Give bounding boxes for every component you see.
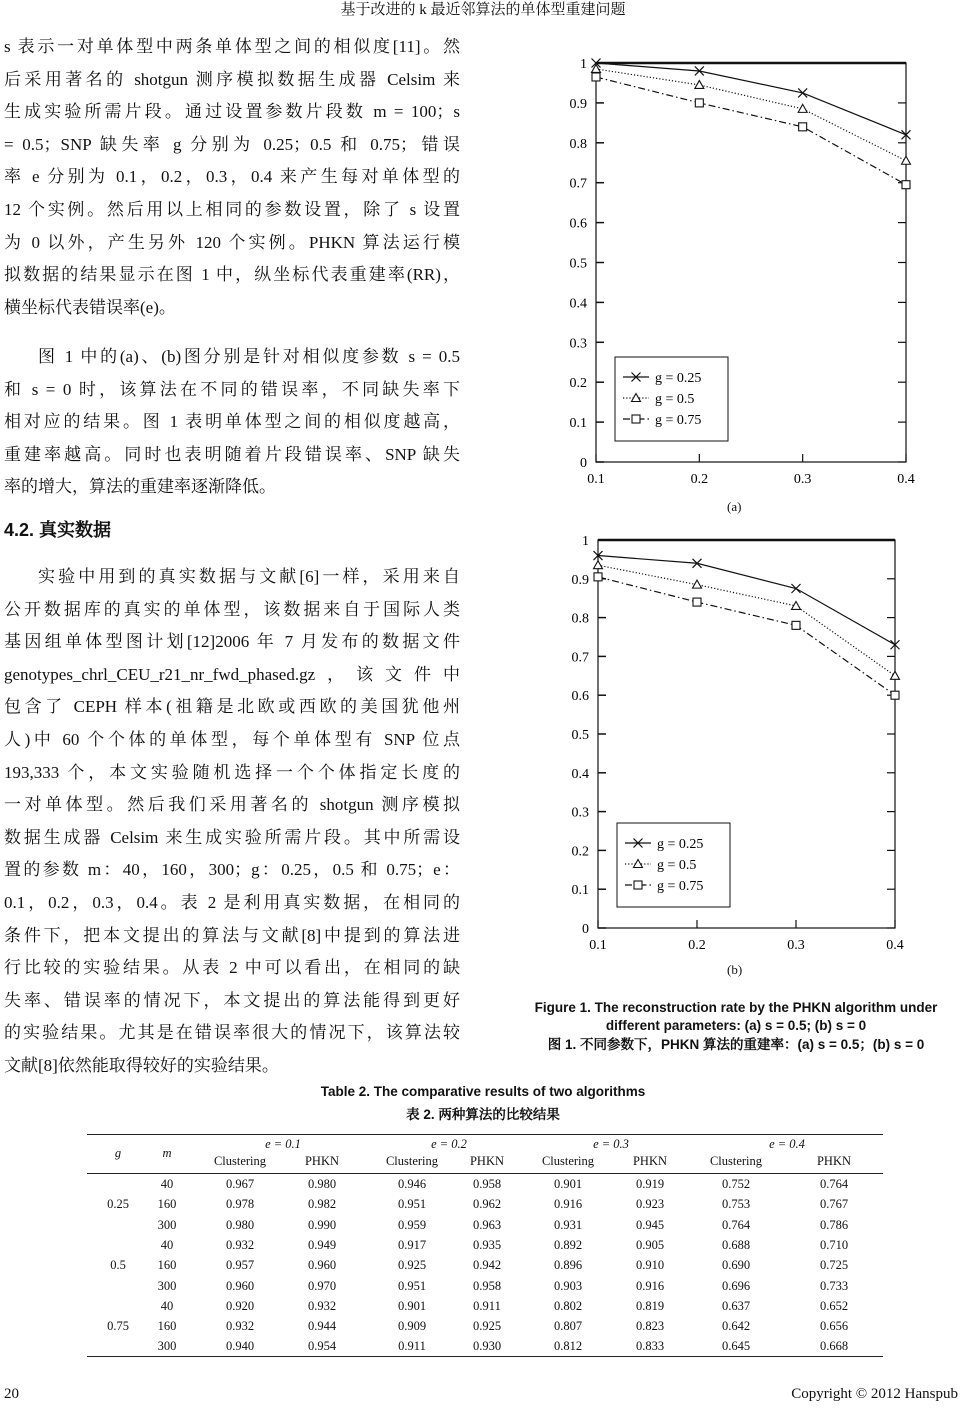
y-tick-label: 0.1 (569, 416, 587, 432)
chart-a (540, 50, 930, 490)
series-line (598, 577, 895, 695)
legend-label: g = 0.5 (657, 858, 697, 873)
cell-value: 0.925 (472, 1319, 502, 1334)
cell-value: 0.733 (819, 1278, 849, 1293)
cell-value: 0.935 (472, 1237, 502, 1252)
copyright: Copyright © 2012 Hanspub (791, 1386, 958, 1402)
text-line: 相对应的结果。图 1 表明单体型之间的相似度越高， (4, 412, 460, 432)
comparison-table (87, 1134, 883, 1358)
data-point (902, 181, 910, 189)
table-title-zh: 表 2. 两种算法的比较结果 (406, 1107, 560, 1122)
header-m: m (162, 1146, 172, 1160)
header-phkn: PHKN (469, 1154, 505, 1168)
cell-value: 0.932 (307, 1298, 337, 1313)
text-line: s 表示一对单体型中两条单体型之间的相似度[11]。然 (4, 37, 460, 56)
cell-value: 0.919 (635, 1177, 665, 1191)
cell-value: 0.688 (721, 1237, 751, 1252)
legend-label: g = 0.5 (655, 392, 695, 407)
error-group-header: e = 0.1 (265, 1137, 301, 1151)
series-square (592, 73, 910, 189)
series-square (594, 573, 899, 699)
legend-label: g = 0.25 (657, 837, 704, 852)
cell-value: 0.903 (553, 1278, 583, 1293)
cell-g: 0.5 (110, 1258, 126, 1273)
data-point (693, 598, 701, 606)
data-point (594, 561, 603, 569)
cell-value: 0.905 (635, 1237, 665, 1252)
series-line (598, 565, 895, 676)
header-g: g (114, 1146, 122, 1160)
cell-value: 0.944 (307, 1319, 337, 1334)
chart-b (540, 528, 930, 958)
text-line: 数据生成器 Celsim 来生成实验所需片段。其中所需设 (4, 827, 460, 847)
legend (615, 357, 728, 441)
cell-value: 0.916 (553, 1197, 583, 1212)
y-tick-label: 0.8 (569, 136, 587, 152)
text-line: 包含了 CEPH 样本(祖籍是北欧或西欧的美国犹他州 (4, 697, 460, 717)
data-point (902, 156, 911, 164)
header-phkn: PHKN (816, 1154, 852, 1168)
cell-value: 0.916 (635, 1278, 665, 1293)
y-tick-label: 0.4 (569, 296, 587, 312)
cell-m: 40 (160, 1298, 174, 1313)
table-bottom-rule (87, 1356, 883, 1357)
x-tick-label: 0.1 (589, 938, 607, 953)
y-tick-label: 0.7 (571, 650, 589, 666)
cell-value: 0.690 (721, 1258, 751, 1273)
cell-value: 0.807 (553, 1319, 583, 1334)
data-point (592, 73, 600, 81)
data-point (798, 104, 807, 112)
header-clustering: Clustering (541, 1154, 595, 1168)
cell-value: 0.753 (721, 1197, 751, 1212)
cell-value: 0.958 (472, 1177, 502, 1191)
y-tick-label: 0.9 (571, 572, 589, 588)
cell-value: 0.656 (819, 1319, 849, 1334)
page-number: 20 (4, 1386, 19, 1402)
legend-label: g = 0.75 (655, 413, 702, 428)
y-tick-label: 0.4 (571, 766, 589, 782)
cell-value: 0.917 (397, 1237, 427, 1252)
text-line: 基因组单体型图计划[12]2006 年 7 月发布的数据文件 (4, 632, 460, 652)
cell-value: 0.896 (553, 1258, 583, 1273)
y-tick-label: 0.6 (571, 689, 589, 705)
series-line (598, 556, 895, 645)
cell-value: 0.901 (553, 1177, 583, 1191)
y-tick-label: 0.6 (569, 216, 587, 232)
text-line: 12 个实例。然后用以上相同的参数设置，除了 s 设置 (4, 199, 460, 219)
text-line: 率的增大，算法的重建率逐渐降低。 (4, 477, 276, 497)
legend-marker (632, 415, 640, 423)
text-line: 为 0 以外，产生另外 120 个实例。PHKN 算法运行模 (4, 232, 460, 252)
cell-value: 0.901 (397, 1298, 427, 1313)
data-point (693, 580, 702, 588)
cell-value: 0.930 (472, 1339, 502, 1354)
x-tick-label: 0.3 (787, 938, 805, 953)
cell-value: 0.980 (307, 1177, 337, 1191)
y-tick-label: 0.3 (571, 805, 589, 821)
x-tick-label: 0.1 (587, 472, 605, 487)
cell-value: 0.932 (225, 1319, 255, 1334)
y-tick-label: 0.2 (569, 376, 587, 392)
paragraph-figure-discussion (4, 341, 460, 504)
cell-m: 40 (160, 1177, 174, 1191)
cell-value: 0.812 (553, 1339, 583, 1354)
cell-value: 0.942 (472, 1258, 502, 1273)
cell-value: 0.959 (397, 1217, 427, 1232)
text-line: 重建率越高。同时也表明随着片段错误率、SNP 缺失 (4, 444, 460, 464)
legend-label: g = 0.25 (655, 371, 702, 386)
text-line: 拟数据的结果显示在图 1 中，纵坐标代表重建率(RR)， (4, 265, 460, 285)
series-x (594, 551, 900, 649)
cell-value: 0.962 (472, 1197, 502, 1212)
figure-caption-zh: 图 1. 不同参数下，PHKN 算法的重建率：(a) s = 0.5；(b) s = 0 (547, 1037, 925, 1052)
cell-value: 0.932 (225, 1237, 255, 1252)
table-header-rule (87, 1173, 883, 1174)
cell-m: 160 (157, 1319, 177, 1334)
text-line: 0.1，0.2，0.3，0.4。表 2 是利用真实数据，在相同的 (4, 892, 460, 912)
cell-value: 0.923 (635, 1197, 665, 1212)
cell-value: 0.911 (473, 1298, 501, 1313)
paragraph-real-data (4, 561, 460, 1083)
cell-m: 40 (160, 1237, 174, 1252)
cell-value: 0.954 (307, 1339, 337, 1354)
series-line (596, 77, 906, 185)
cell-value: 0.960 (307, 1258, 337, 1273)
error-group-header: e = 0.2 (431, 1137, 467, 1151)
y-tick-label: 0.9 (569, 96, 587, 112)
text-line: 193,333 个，本文实验随机选择一个个体指定长度的 (4, 762, 460, 782)
section-heading: 4.2. 真实数据 (4, 520, 112, 540)
figure-caption-en-1: Figure 1. The reconstruction rate by the PHKN algorithm under (534, 1000, 938, 1015)
cell-g: 0.25 (107, 1197, 129, 1212)
y-tick-label: 0.5 (569, 256, 587, 272)
text-line: 后采用著名的 shotgun 测序模拟数据生成器 Celsim 来 (4, 69, 460, 89)
text-line: 的实验结果。尤其是在错误率很大的情况下，该算法较 (4, 1023, 460, 1043)
data-point (792, 584, 801, 593)
text-line: = 0.5；SNP 缺失率 g 分别为 0.25；0.5 和 0.75；错误 (4, 134, 460, 154)
y-tick-label: 0.5 (571, 728, 589, 743)
data-point (792, 621, 800, 629)
y-tick-label: 0.8 (571, 611, 589, 627)
series-triangle (592, 64, 911, 164)
cell-value: 0.725 (819, 1258, 849, 1273)
cell-value: 0.960 (225, 1278, 255, 1293)
text-line: 条件下，把本文提出的算法与文献[8]中提到的算法进 (4, 925, 460, 945)
header-phkn: PHKN (632, 1154, 668, 1168)
text-line: 和 s = 0 时，该算法在不同的错误率，不同缺失率下 (4, 379, 460, 399)
text-line: 公开数据库的真实的单体型，该数据来自于国际人类 (4, 599, 460, 619)
cell-value: 0.652 (819, 1298, 849, 1313)
cell-value: 0.940 (225, 1339, 255, 1354)
cell-value: 0.946 (397, 1177, 427, 1191)
series-triangle (594, 561, 900, 680)
y-tick-label: 0.7 (569, 176, 587, 192)
cell-value: 0.945 (635, 1217, 665, 1232)
x-tick-label: 0.4 (897, 472, 915, 487)
y-tick-label: 0 (582, 922, 589, 937)
legend-label: g = 0.75 (657, 879, 704, 894)
cell-m: 160 (157, 1197, 177, 1212)
error-group-header: e = 0.3 (593, 1137, 629, 1151)
cell-value: 0.963 (472, 1217, 502, 1232)
cell-value: 0.970 (307, 1278, 337, 1293)
legend-marker (634, 881, 642, 889)
cell-value: 0.990 (307, 1217, 337, 1232)
cell-value: 0.978 (225, 1197, 255, 1212)
panel-label-a: (a) (727, 499, 742, 514)
cell-value: 0.951 (397, 1278, 427, 1293)
cell-value: 0.645 (721, 1339, 751, 1354)
y-tick-label: 0.3 (569, 336, 587, 352)
cell-value: 0.823 (635, 1319, 665, 1334)
cell-m: 300 (157, 1339, 177, 1354)
data-point (798, 88, 807, 97)
text-line: genotypes_chrl_CEU_r21_nr_fwd_phased.gz，该文件中 (4, 664, 460, 684)
x-tick-label: 0.2 (688, 938, 706, 953)
cell-value: 0.764 (819, 1177, 849, 1191)
cell-value: 0.819 (635, 1298, 665, 1313)
data-point (799, 123, 807, 131)
table-title-en: Table 2. The comparative results of two algorithms (320, 1084, 646, 1099)
text-line: 文献[8]依然能取得较好的实验结果。 (4, 1055, 279, 1075)
x-tick-label: 0.2 (690, 472, 709, 487)
y-tick-label: 0 (580, 456, 587, 471)
header-clustering: Clustering (709, 1154, 763, 1168)
cell-value: 0.920 (225, 1298, 255, 1313)
running-head: 基于改进的 k 最近邻算法的单体型重建问题 (340, 2, 626, 18)
cell-g: 0.75 (107, 1319, 129, 1334)
cell-value: 0.764 (721, 1217, 751, 1232)
cell-value: 0.892 (553, 1237, 583, 1252)
panel-label-b: (b) (727, 962, 743, 977)
table-top-rule (87, 1134, 883, 1135)
cell-value: 0.931 (553, 1217, 583, 1232)
cell-value: 0.967 (225, 1177, 255, 1191)
cell-value: 0.696 (721, 1278, 751, 1293)
cell-value: 0.980 (225, 1217, 255, 1232)
figure-caption-en-2: different parameters: (a) s = 0.5; (b) s = 0 (605, 1018, 867, 1033)
cell-value: 0.910 (635, 1258, 665, 1273)
text-line: 人)中 60 个个体的单体型，每个单体型有 SNP 位点 (4, 729, 460, 749)
cell-value: 0.982 (307, 1197, 337, 1212)
data-point (695, 99, 703, 107)
cell-m: 160 (157, 1258, 177, 1273)
y-tick-label: 1 (580, 57, 587, 72)
y-tick-label: 0.1 (571, 883, 589, 899)
cell-value: 0.668 (819, 1339, 849, 1354)
x-tick-label: 0.4 (886, 938, 904, 953)
cell-value: 0.637 (721, 1298, 751, 1313)
paragraph-simulation (4, 31, 460, 324)
header-clustering: Clustering (213, 1154, 267, 1168)
data-point (891, 691, 899, 699)
cell-value: 0.802 (553, 1298, 583, 1313)
header-clustering: Clustering (385, 1154, 439, 1168)
text-line: 失率、错误率的情况下，本文提出的算法能得到更好 (4, 990, 460, 1010)
cell-value: 0.909 (397, 1319, 427, 1334)
x-tick-label: 0.3 (793, 472, 812, 487)
legend (617, 823, 730, 907)
text-line: 一对单体型。然后我们采用著名的 shotgun 测序模拟 (4, 795, 460, 815)
cell-m: 300 (157, 1217, 177, 1232)
cell-value: 0.957 (225, 1258, 255, 1273)
cell-value: 0.767 (819, 1197, 849, 1212)
cell-value: 0.752 (721, 1177, 751, 1191)
cell-value: 0.642 (721, 1319, 751, 1334)
text-line: 实验中用到的真实数据与文献[6]一样，采用来自 (38, 567, 460, 586)
error-group-header: e = 0.4 (769, 1137, 805, 1151)
cell-value: 0.833 (635, 1339, 665, 1354)
cell-value: 0.958 (472, 1278, 502, 1293)
y-tick-label: 1 (582, 534, 589, 549)
text-line: 生成实验所需片段。通过设置参数片段数 m = 100；s (4, 102, 460, 122)
series-x (592, 59, 911, 140)
text-line: 行比较的实验结果。从表 2 中可以看出，在相同的缺 (4, 958, 460, 978)
cell-m: 300 (157, 1278, 177, 1293)
cell-value: 0.911 (398, 1339, 426, 1354)
text-line: 横坐标代表错误率(e)。 (4, 297, 176, 317)
header-phkn: PHKN (304, 1154, 340, 1168)
cell-value: 0.925 (397, 1258, 427, 1273)
cell-value: 0.710 (819, 1237, 849, 1252)
cell-value: 0.949 (307, 1237, 337, 1252)
text-line: 图 1 中的(a)、(b)图分别是针对相似度参数 s = 0.5 (38, 347, 460, 366)
data-point (594, 573, 602, 581)
cell-value: 0.786 (819, 1217, 849, 1232)
text-line: 率 e 分别为 0.1，0.2，0.3，0.4 来产生每对单体型的 (4, 167, 460, 187)
data-point (891, 671, 900, 679)
text-line: 置的参数 m：40，160，300；g：0.25，0.5 和 0.75；e： (4, 860, 460, 880)
y-tick-label: 0.2 (571, 844, 589, 860)
series-line (596, 63, 906, 135)
data-point (695, 80, 704, 88)
cell-value: 0.951 (397, 1197, 427, 1212)
